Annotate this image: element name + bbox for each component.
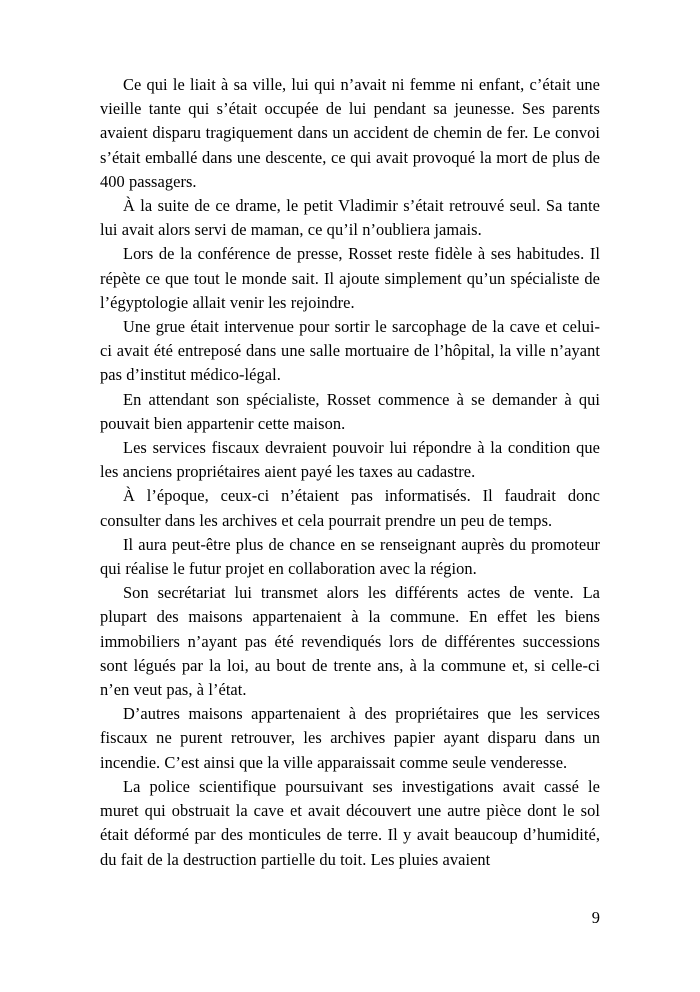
paragraph: À l’époque, ceux-ci n’étaient pas informatisés. Il faudrait donc consulter dans les archives et cela pourrait prendre un peu de temps. [100,486,600,530]
paragraph: Une grue était intervenue pour sortir le sarcophage de la cave et celui-ci avait été entreposé dans une salle mortuaire de l’hôpital, la ville n’ayant pas d’institut médico-légal. [100,317,600,385]
paragraph: Son secrétariat lui transmet alors les différents actes de vente. La plupart des maisons appartenaient à la commune. En effet les biens immobiliers n’ayant pas été revendiqués lors de différentes successions sont légués par la loi, au bout de trente ans, à la commune et, si celle-ci n’en veut pas, à l’état. [100,583,600,700]
paragraph: Ce qui le liait à sa ville, lui qui n’avait ni femme ni enfant, c’était une vieille tante qui s’était occupée de lui pendant sa jeunesse. Ses parents avaient disparu tragiquement dans un accident de chemin de fer. Le convoi s’était emballé dans une descente, ce qui avait provoqué la mort de plus de 400 passagers. [100,75,600,191]
paragraph: En attendant son spécialiste, Rosset commence à se demander à qui pouvait bien appartenir cette maison. [100,389,600,433]
body-text-block [100,73,600,872]
paragraph: À la suite de ce drame, le petit Vladimir s’était retrouvé seul. Sa tante lui avait alors servi de maman, ce qu’il n’oubliera jamais. [100,196,600,240]
paragraph: Les services fiscaux devraient pouvoir lui répondre à la condition que les anciens propriétaires aient payé les taxes au cadastre. [100,438,600,482]
paragraph: Lors de la conférence de presse, Rosset reste fidèle à ses habitudes. Il répète ce que tout le monde sait. Il ajoute simplement qu’un spécialiste de l’égyptologie allait venir les rejoindre. [100,244,600,312]
paragraph: Il aura peut-être plus de chance en se renseignant auprès du promoteur qui réalise le futur projet en collaboration avec la région. [100,534,600,579]
paragraph: D’autres maisons appartenaient à des propriétaires que les services fiscaux ne purent retrouver, les archives papier ayant disparu dans un incendie. C’est ainsi que la ville apparaissait comme seule venderesse. [100,704,600,772]
page-number: 9 [591,908,600,927]
paragraph: La police scientifique poursuivant ses investigations avait cassé le muret qui obstruait la cave et avait découvert une autre pièce dont le sol était déformé par des monticules de terre. Il y avait beaucoup d’humidité, du fait de la destruction partielle du toit. Les pluies avaient [100,776,600,869]
